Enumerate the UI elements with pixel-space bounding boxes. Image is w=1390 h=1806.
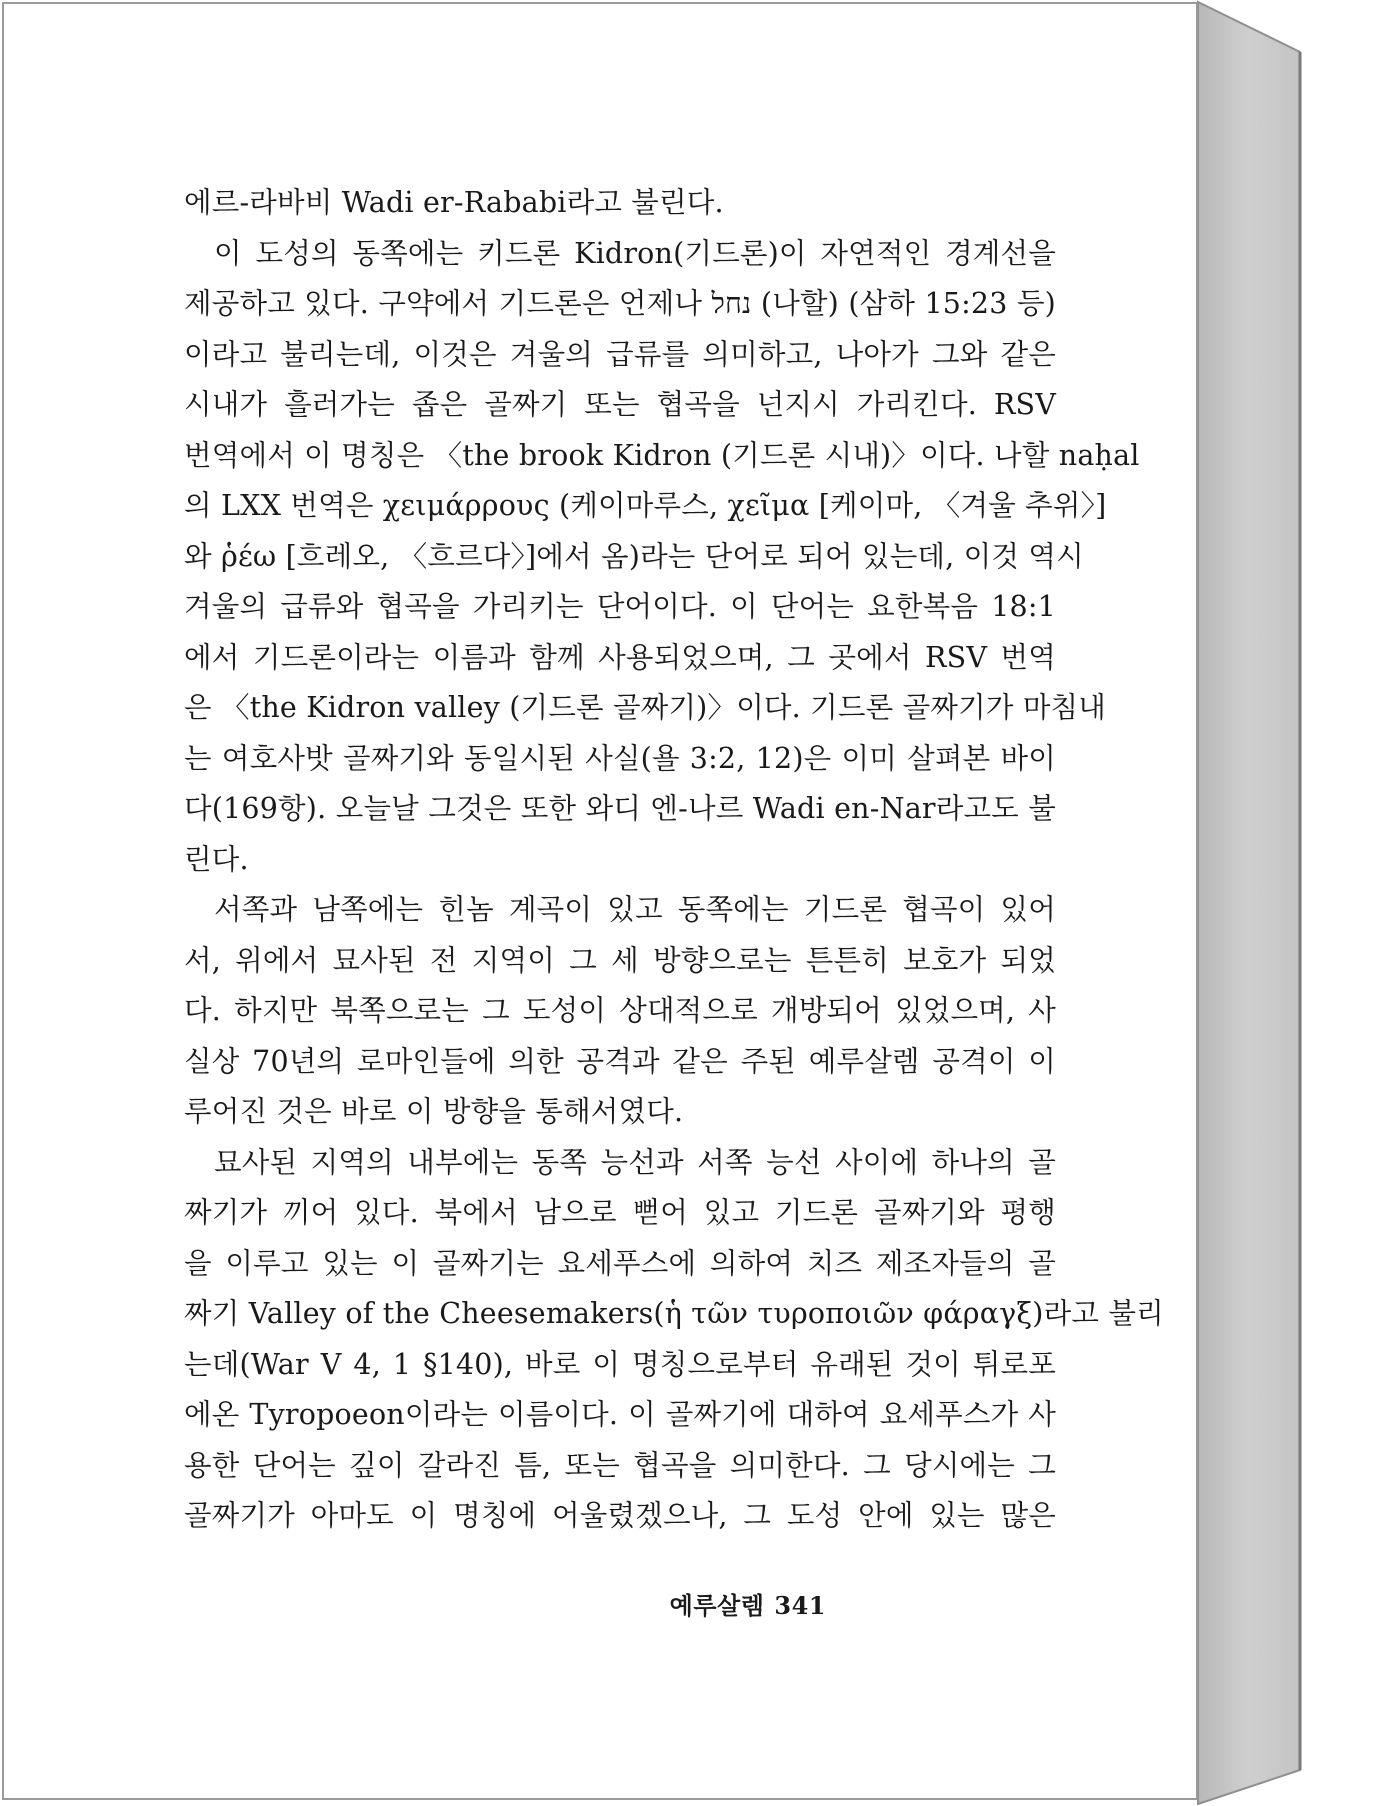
text-line-content: 다. 하지만 북쪽으로는 그 도성이 상대적으로 개방되어 있었으며, 사	[184, 994, 1056, 1027]
text-line	[184, 683, 1107, 734]
text-line	[184, 1340, 1056, 1391]
text-line-content: 의 LXX 번역은 χειμάρρους (케이마루스, χεῖμα [케이마, 〈겨울 추위〉]	[184, 489, 1107, 522]
text-line	[184, 633, 1056, 684]
text-line-content: 린다.	[184, 842, 249, 876]
text-line	[184, 1390, 1056, 1441]
text-line-content: 에서 기드론이라는 이름과 함께 사용되었으며, 그 곳에서 RSV 번역	[184, 640, 1056, 674]
text-line-content: 와 ῥέω [흐레오, 〈흐르다〉]에서 옴)라는 단어로 되어 있는데, 이것 역시	[184, 539, 1084, 573]
text-line-content: 서쪽과 남쪽에는 힌놈 계곡이 있고 동쪽에는 기드론 협곡이 있어	[214, 893, 1056, 926]
text-line-content: 는 여호사밧 골짜기와 동일시된 사실(욜 3:2, 12)은 이미 살펴본 바이	[184, 741, 1056, 775]
text-line	[184, 1188, 1056, 1239]
text-line	[184, 1239, 1056, 1290]
text-line-content: 짜기 Valley of the Cheesemakers(ἡ τῶν τυροποιῶν φάραγξ)라고 불리	[184, 1297, 1164, 1330]
text-line-content: 실상 70년의 로마인들에 의한 공격과 같은 주된 예루살렘 공격이 이	[184, 1044, 1056, 1078]
running-title: 예루살렘	[669, 1592, 765, 1620]
text-line	[184, 178, 1056, 229]
text-line	[184, 835, 1056, 886]
text-line	[184, 1491, 1056, 1542]
text-line	[184, 1138, 1056, 1189]
text-line-content: 이라고 불리는데, 이것은 겨울의 급류를 의미하고, 나아가 그와 같은	[184, 337, 1056, 371]
text-line-content: 은 〈the Kidron valley (기드론 골짜기)〉이다. 기드론 골짜기가 마침내	[184, 691, 1107, 724]
text-line-content: 는데(War V 4, 1 §140), 바로 이 명칭으로부터 유래된 것이 튀로포	[184, 1347, 1056, 1381]
text-line-content: 다(169항). 오늘날 그것은 또한 와디 엔-나르 Wadi en-Nar라고도 불	[184, 792, 1056, 825]
text-line	[184, 986, 1056, 1037]
book-page	[2, 2, 1198, 1800]
text-line	[184, 1037, 1056, 1088]
text-line	[184, 330, 1056, 381]
text-line	[184, 229, 1056, 280]
text-line-content: 짜기가 끼어 있다. 북에서 남으로 뻗어 있고 기드론 골짜기와 평행	[184, 1196, 1056, 1229]
page-body-text	[184, 178, 1164, 1542]
page-number: 341	[774, 1591, 826, 1620]
text-line-content: 서, 위에서 묘사된 전 지역이 그 세 방향으로는 튼튼히 보호가 되었	[184, 943, 1056, 977]
text-line-content: 골짜기가 아마도 이 명칭에 어울렸겠으나, 그 도성 안에 있는 많은	[184, 1499, 1056, 1532]
text-line-content: 이 도성의 동쪽에는 키드론 Kidron(기드론)이 자연적인 경계선을	[214, 236, 1056, 270]
text-line	[184, 431, 1140, 482]
text-line-content: 루어진 것은 바로 이 방향을 통해서였다.	[184, 1095, 684, 1128]
page-footer	[670, 1586, 826, 1621]
text-line-content: 제공하고 있다. 구약에서 기드론은 언제나 נחל (나할) (삼하 15:23 등)	[184, 287, 1056, 320]
text-line-content: 을 이루고 있는 이 골짜기는 요세푸스에 의하여 치즈 제조자들의 골	[184, 1246, 1056, 1280]
text-line	[184, 784, 1056, 835]
text-line-content: 겨울의 급류와 협곡을 가리키는 단어이다. 이 단어는 요한복음 18:1	[184, 590, 1056, 623]
text-line	[184, 734, 1056, 785]
text-line	[184, 936, 1056, 987]
text-line	[184, 279, 1056, 330]
text-line	[184, 380, 1056, 431]
text-line-content: 에온 Tyropoeon이라는 이름이다. 이 골짜기에 대하여 요세푸스가 사	[184, 1398, 1056, 1431]
text-line	[184, 532, 1084, 583]
text-line-content: 에르-라바비 Wadi er-Rababi라고 불린다.	[184, 186, 724, 219]
text-line	[184, 885, 1056, 936]
text-line	[184, 1087, 1056, 1138]
text-line	[184, 1441, 1056, 1492]
text-line-content: 번역에서 이 명칭은 〈the brook Kidron (기드론 시내)〉이다. 나할 naḥal	[184, 438, 1140, 472]
text-line	[184, 582, 1056, 633]
text-line-content: 용한 단어는 깊이 갈라진 틈, 또는 협곡을 의미한다. 그 당시에는 그	[184, 1448, 1056, 1482]
text-line-content: 묘사된 지역의 내부에는 동쪽 능선과 서쪽 능선 사이에 하나의 골	[214, 1145, 1056, 1179]
text-line-content: 시내가 흘러가는 좁은 골짜기 또는 협곡을 넌지시 가리킨다. RSV	[184, 388, 1056, 421]
text-line	[184, 481, 1107, 532]
text-line	[184, 1289, 1164, 1340]
